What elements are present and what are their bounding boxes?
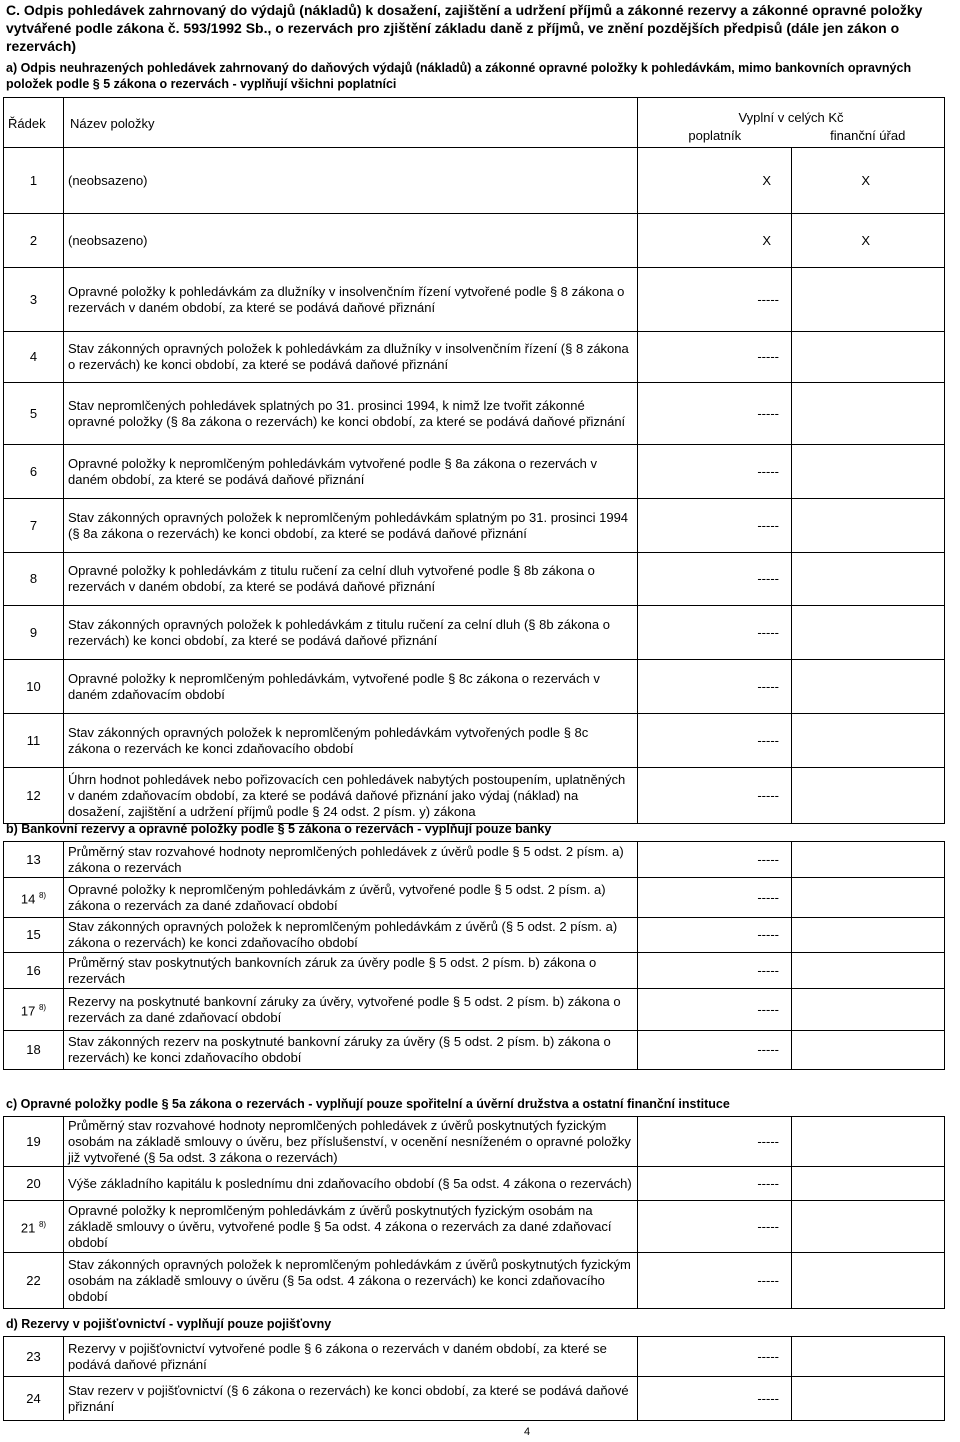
- row-number-text: 17: [20, 1003, 36, 1019]
- header-office-label: finanční úřad: [830, 127, 906, 143]
- table-row: [4, 953, 945, 989]
- section-b-table: [3, 841, 945, 1070]
- table-row: [4, 1031, 945, 1070]
- taxpayer-value-field[interactable]: -----: [638, 953, 792, 989]
- taxpayer-value-field[interactable]: X: [638, 148, 792, 214]
- office-value-field: [792, 383, 945, 445]
- row-number-text: 16: [26, 962, 41, 978]
- row-description: Stav zákonných opravných položek k nepromlčeným pohledávkám splatným po 31. prosinci 1994 (§ 8a zákona o rezervách) ke konci období, za které se podává daňové přiznání: [64, 499, 638, 553]
- section-a-table: [3, 97, 945, 824]
- table-row: [4, 878, 945, 918]
- table-row: [4, 214, 945, 268]
- row-number-text: 19: [26, 1133, 41, 1149]
- row-description: Opravné položky k nepromlčeným pohledávkám z úvěrů poskytnutých fyzickým osobám na základě smlouvy o úvěru, vytvořené podle § 5a odst. 4 zákona o rezervách za dané zdaňovací období: [64, 1201, 638, 1253]
- row-description: Opravné položky k pohledávkám z titulu ručení za celní dluh vytvořené podle § 8b zákona o rezervách v daném období, za které se podává daňové přiznání: [64, 553, 638, 606]
- row-number-text: 20: [26, 1175, 41, 1191]
- office-value-field: [792, 499, 945, 553]
- taxpayer-value-field[interactable]: -----: [638, 553, 792, 606]
- office-value-field: [792, 989, 945, 1031]
- row-number: [4, 606, 64, 660]
- table-row: [4, 1117, 945, 1167]
- row-description: (neobsazeno): [64, 148, 638, 214]
- row-number: [4, 842, 64, 878]
- header-taxpayer-label: poplatník: [688, 127, 742, 143]
- table-row: [4, 148, 945, 214]
- row-description: (neobsazeno): [64, 214, 638, 268]
- table-row: [4, 268, 945, 332]
- table-row: [4, 499, 945, 553]
- row-number: [4, 148, 64, 214]
- table-row: [4, 1253, 945, 1309]
- row-number: [4, 1253, 64, 1309]
- row-number-text: 23: [26, 1348, 41, 1364]
- row-number: [4, 1337, 64, 1377]
- taxpayer-value-field[interactable]: -----: [638, 842, 792, 878]
- office-value-field: [792, 714, 945, 768]
- office-value-field: [792, 606, 945, 660]
- row-description: Stav rezerv v pojišťovnictví (§ 6 zákona o rezervách) ke konci období, za které se podává daňové přiznání: [64, 1377, 638, 1421]
- taxpayer-value-field[interactable]: -----: [638, 1117, 792, 1167]
- row-number: [4, 918, 64, 953]
- office-value-field: [792, 1337, 945, 1377]
- table-row: [4, 1377, 945, 1421]
- row-number-text: 6: [29, 463, 38, 479]
- taxpayer-value-field[interactable]: X: [638, 214, 792, 268]
- row-number: [4, 332, 64, 383]
- table-row: [4, 989, 945, 1031]
- table-row: [4, 660, 945, 714]
- table-header-row: [4, 98, 945, 148]
- office-value-field: [792, 1117, 945, 1167]
- office-value-field: X: [792, 214, 945, 268]
- section-a-heading: a) Odpis neuhrazených pohledávek zahrnovaný do daňových výdajů (nákladů) a zákonné opravné položky k pohledávkám, mimo bankovních opravných položek podle § 5 zákona o rezervách - vyplňují všichni poplatníci: [6, 61, 912, 91]
- taxpayer-value-field[interactable]: -----: [638, 714, 792, 768]
- row-number-text: 15: [26, 927, 41, 942]
- row-number-text: 13: [26, 851, 41, 867]
- row-number: [4, 553, 64, 606]
- office-value-field: [792, 768, 945, 824]
- row-number: [4, 445, 64, 499]
- table-row: [4, 768, 945, 824]
- row-number-text: 22: [26, 1272, 41, 1288]
- row-number-text: 1: [29, 172, 38, 188]
- row-description: Opravné položky k nepromlčeným pohledávkám vytvořené podle § 8a zákona o rezervách v daném období, za které se podává daňové přiznání: [64, 445, 638, 499]
- row-description: Výše základního kapitálu k poslednímu dni zdaňovacího období (§ 5a odst. 4 zákona o rezervách): [64, 1167, 638, 1201]
- table-row: [4, 1167, 945, 1201]
- row-number: [4, 1031, 64, 1070]
- table-row: [4, 553, 945, 606]
- taxpayer-value-field[interactable]: -----: [638, 878, 792, 918]
- header-name-label: Název položky: [64, 98, 638, 148]
- office-value-field: [792, 1377, 945, 1421]
- taxpayer-value-field[interactable]: -----: [638, 268, 792, 332]
- office-value-field: [792, 953, 945, 989]
- office-value-field: [792, 553, 945, 606]
- section-d-heading: d) Rezervy v pojišťovnictví - vyplňují pouze pojišťovny: [6, 1317, 332, 1331]
- office-value-field: [792, 1167, 945, 1201]
- row-number: [4, 768, 64, 824]
- row-description: Stav zákonných opravných položek k pohledávkám za dlužníky v insolvenčním řízení (§ 8 zákona o rezervách) ke konci období, za které se podává daňové přiznání: [64, 332, 638, 383]
- table-row: [4, 1337, 945, 1377]
- office-value-field: [792, 918, 945, 953]
- row-number: [4, 1201, 64, 1253]
- row-number: [4, 953, 64, 989]
- row-description: Stav zákonných rezerv na poskytnuté bankovní záruky za úvěry (§ 5 odst. 2 písm. b) zákona o rezervách) ke konci zdaňovacího období: [64, 1031, 638, 1070]
- row-description: Rezervy na poskytnuté bankovní záruky za úvěry, vytvořené podle § 5 odst. 2 písm. b) zákona o rezervách za dané zdaňovací období: [64, 989, 638, 1031]
- row-number-text: 21: [20, 1220, 36, 1236]
- page-title: C. Odpis pohledávek zahrnovaný do výdajů (nákladů) k dosažení, zajištění a udržení příjmů a zákonné rezervy a zákonné opravné položky vytvářené podle zákona č. 593/1992 Sb., o rezervách pro zjištění základu daně z příjmů, ve znění pozdějších předpisů (dále jen zákon o rezervách): [6, 2, 923, 54]
- row-description: Stav zákonných opravných položek k nepromlčeným pohledávkám vytvořených podle § 8c zákona o rezervách ke konci zdaňovacího období: [64, 714, 638, 768]
- row-number: [4, 1117, 64, 1167]
- row-description: Stav zákonných opravných položek k pohledávkám z titulu ručení za celní dluh (§ 8b zákona o rezervách) ke konci období, za které se podává daňové přiznání: [64, 606, 638, 660]
- row-number-text: 18: [26, 1042, 41, 1057]
- taxpayer-value-field[interactable]: -----: [638, 1201, 792, 1253]
- section-b-heading: b) Bankovní rezervy a opravné položky podle § 5 zákona o rezervách - vyplňují pouze banky: [6, 822, 552, 836]
- row-description: Opravné položky k pohledávkám za dlužníky v insolvenčním řízení vytvořené podle § 8 zákona o rezervách v daném období, za které se podává daňové přiznání: [64, 268, 638, 332]
- taxpayer-value-field[interactable]: -----: [638, 918, 792, 953]
- row-description: Stav zákonných opravných položek k nepromlčeným pohledávkám z úvěrů (§ 5 odst. 2 písm. a) zákona o rezervách) ke konci zdaňovacího období: [64, 918, 638, 953]
- row-number-text: 12: [26, 787, 41, 803]
- row-description: Průměrný stav poskytnutých bankovních záruk za úvěry podle § 5 odst. 2 písm. b) zákona o rezervách: [64, 953, 638, 989]
- office-value-field: [792, 842, 945, 878]
- header-fill-label: Vyplní v celých Kč: [738, 109, 844, 125]
- table-row: [4, 445, 945, 499]
- office-value-field: [792, 1201, 945, 1253]
- row-number-text: 10: [26, 678, 41, 694]
- office-value-field: [792, 332, 945, 383]
- footnote-ref: 8): [38, 1002, 47, 1012]
- footnote-ref: 8): [38, 890, 47, 900]
- row-number: [4, 878, 64, 918]
- office-value-field: [792, 660, 945, 714]
- table-row: [4, 842, 945, 878]
- row-number: [4, 214, 64, 268]
- office-value-field: [792, 878, 945, 918]
- taxpayer-value-field[interactable]: -----: [638, 768, 792, 824]
- table-row: [4, 383, 945, 445]
- office-value-field: [792, 1031, 945, 1070]
- table-row: [4, 714, 945, 768]
- row-description: Opravné položky k nepromlčeným pohledávkám z úvěrů, vytvořené podle § 5 odst. 2 písm. a) zákona o rezervách za dané zdaňovací období: [64, 878, 638, 918]
- section-c-table: [3, 1116, 945, 1309]
- row-description: Rezervy v pojišťovnictví vytvořené podle § 6 zákona o rezervách v daném období, za které se podává daňové přiznání: [64, 1337, 638, 1377]
- taxpayer-value-field[interactable]: -----: [638, 1337, 792, 1377]
- taxpayer-value-field[interactable]: -----: [638, 1031, 792, 1070]
- row-number-text: 14: [20, 891, 36, 907]
- row-number: [4, 1167, 64, 1201]
- row-number-text: 5: [29, 405, 38, 421]
- row-number-text: 8: [29, 571, 38, 586]
- row-number-text: 4: [29, 349, 38, 364]
- row-number: [4, 268, 64, 332]
- office-value-field: X: [792, 148, 945, 214]
- row-description: Průměrný stav rozvahové hodnoty nepromlčených pohledávek z úvěrů poskytnutých fyzickým osobám na základě smlouvy o úvěru, bez příslušenství, v ocenění nesníženém o opravné položky již vytvořené (§ 5a odst. 3 zákona o rezervách): [64, 1117, 638, 1167]
- section-c-heading: c) Opravné položky podle § 5a zákona o rezervách - vyplňují pouze spořitelní a úvěrní družstva a ostatní finanční instituce: [6, 1097, 730, 1111]
- row-description: Stav zákonných opravných položek k nepromlčeným pohledávkám z úvěrů poskytnutých fyzickým osobám na základě smlouvy o úvěru (§ 5a odst. 4 zákona o rezervách) ke konci zdaňovacího období: [64, 1253, 638, 1309]
- taxpayer-value-field[interactable]: -----: [638, 1253, 792, 1309]
- footnote-ref: 8): [38, 1219, 47, 1229]
- table-row: [4, 1201, 945, 1253]
- table-row: [4, 606, 945, 660]
- row-description: Úhrn hodnot pohledávek nebo pořizovacích cen pohledávek nabytých postoupením, uplatněných v daném zdaňovacím období, za které se podává daňové přiznání jako výdaj (náklad) na dosažení, zajištění a udržení příjmů podle § 24 odst. 2 písm. y) zákona: [64, 768, 638, 824]
- section-d-table: [3, 1336, 945, 1421]
- taxpayer-value-field[interactable]: -----: [638, 332, 792, 383]
- office-value-field: [792, 1253, 945, 1309]
- row-number-text: 7: [29, 517, 38, 533]
- row-description: Opravné položky k nepromlčeným pohledávkám, vytvořené podle § 8c zákona o rezervách v daném zdaňovacím období: [64, 660, 638, 714]
- row-number-text: 11: [26, 732, 41, 748]
- row-number: [4, 383, 64, 445]
- header-fill-cell: [638, 98, 945, 148]
- row-number-text: 3: [29, 291, 38, 307]
- taxpayer-value-field[interactable]: -----: [638, 989, 792, 1031]
- page-number: 4: [524, 1426, 531, 1438]
- table-row: [4, 918, 945, 953]
- taxpayer-value-field[interactable]: -----: [638, 1377, 792, 1421]
- row-number: [4, 660, 64, 714]
- row-number: [4, 499, 64, 553]
- row-number: [4, 714, 64, 768]
- row-number-text: 2: [29, 232, 38, 248]
- table-row: [4, 332, 945, 383]
- row-description: Stav nepromlčených pohledávek splatných po 31. prosinci 1994, k nimž lze tvořit zákonné opravné položky (§ 8a zákona o rezervách) ke konci období, za které se podává daňové přiznání: [64, 383, 638, 445]
- taxpayer-value-field[interactable]: -----: [638, 383, 792, 445]
- row-number: [4, 1377, 64, 1421]
- taxpayer-value-field[interactable]: -----: [638, 445, 792, 499]
- row-number: [4, 989, 64, 1031]
- taxpayer-value-field[interactable]: -----: [638, 606, 792, 660]
- taxpayer-value-field[interactable]: -----: [638, 660, 792, 714]
- row-number-text: 9: [29, 624, 38, 640]
- header-row-label: Řádek: [4, 98, 64, 148]
- taxpayer-value-field[interactable]: -----: [638, 1167, 792, 1201]
- taxpayer-value-field[interactable]: -----: [638, 499, 792, 553]
- row-number-text: 24: [26, 1390, 41, 1406]
- office-value-field: [792, 268, 945, 332]
- office-value-field: [792, 445, 945, 499]
- row-description: Průměrný stav rozvahové hodnoty nepromlčených pohledávek z úvěrů podle § 5 odst. 2 písm. a) zákona o rezervách: [64, 842, 638, 878]
